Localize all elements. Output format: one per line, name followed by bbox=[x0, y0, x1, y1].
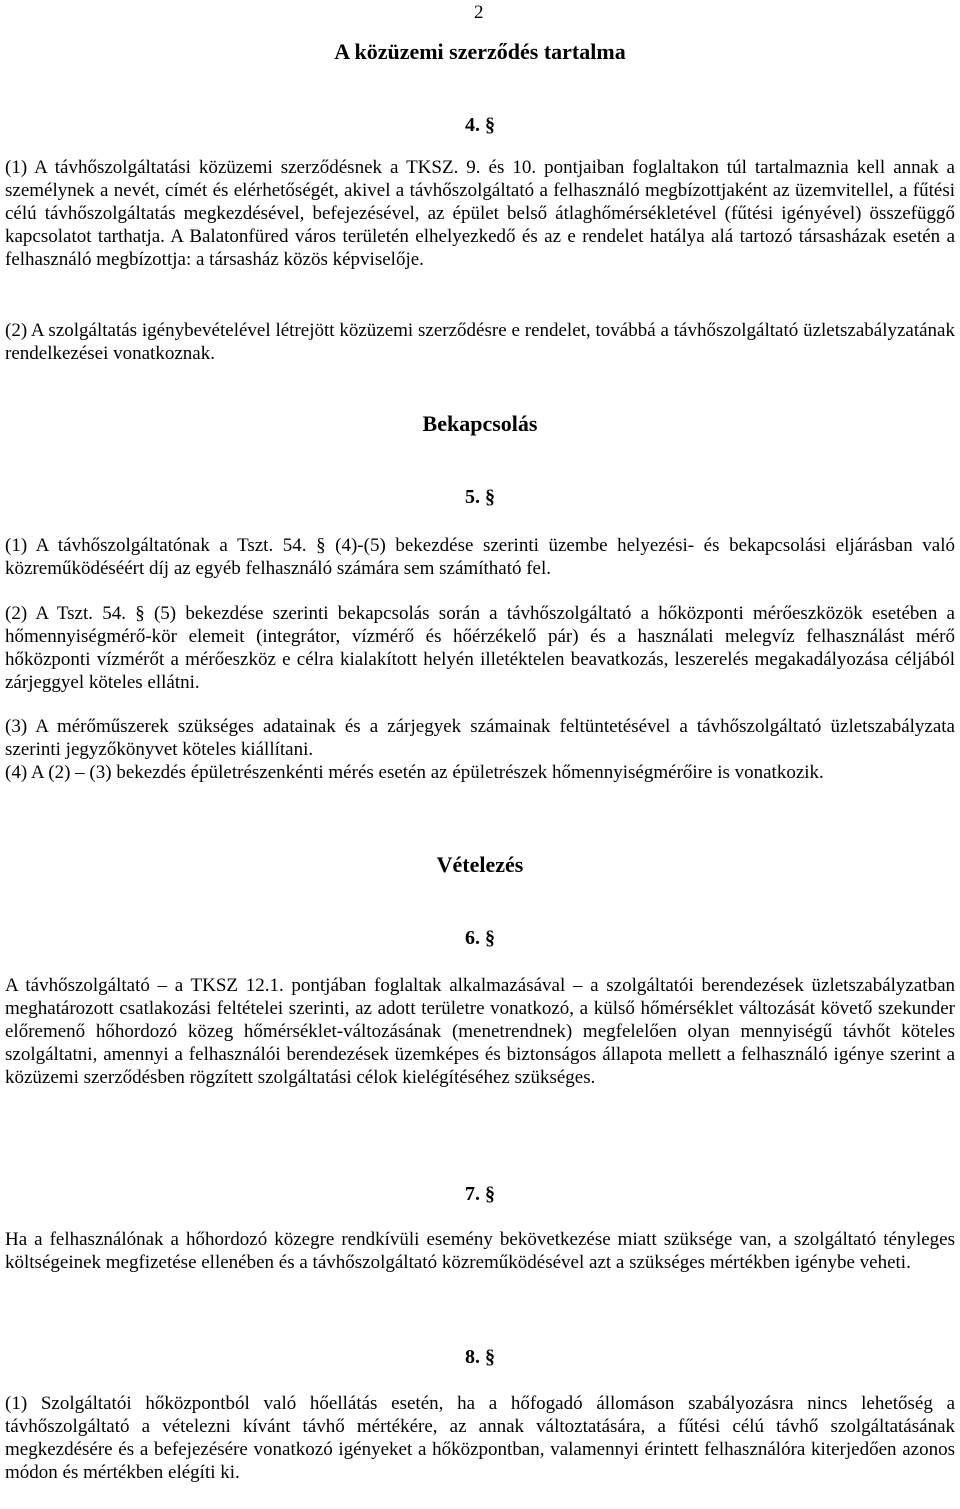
section-7-paragraph-1: Ha a felhasználónak a hőhordozó közegre rendkívüli esemény bekövetkezése miatt szüksége van, a szolgáltató tényleges költségeinek megfizetése ellenében és a távhőszolgáltató közreműködésével azt a szükséges mértékben igénybe veheti. bbox=[5, 1229, 955, 1273]
section-5-paragraph-2: (2) A Tszt. 54. § (5) bekezdése szerinti bekapcsolás során a távhőszolgáltató a hőközponti mérőeszközök esetében a hőmennyiségmérő-kör elemeit (integrátor, vízmérő és hőérzékelő pár) és a használati melegvíz felhasználást mérő hőközponti vízmérőt a mérőeszköz e célra kialakított helyén illetéktelen beavatkozás, leszerelés megakadályozása céljából zárjeggyel köteles ellátni. bbox=[5, 603, 955, 693]
section-5-paragraph-1: (1) A távhőszolgáltatónak a Tszt. 54. § (4)-(5) bekezdése szerinti üzembe helyezési- és bekapcsolási eljárásban való közreműködéséért díj az egyéb felhasználó számára sem számítható fel. bbox=[5, 535, 955, 579]
section-number-5: 5. § bbox=[465, 486, 495, 508]
document-title: A közüzemi szerződés tartalma bbox=[334, 39, 626, 64]
section-4-paragraph-1: (1) A távhőszolgáltatási közüzemi szerződésnek a TKSZ. 9. és 10. pontjaiban foglaltakon túl tartalmaznia kell annak a személynek a nevét, címét és elérhetőségét, akivel a távhőszolgáltató a felhasználó megbízottjaként az üzemvitellel, a fűtési célú távhőszolgáltatás megkezdésével, befejezésével, az épület belső átlaghőmérsékletével (fűtési igényével) összefüggő kapcsolatot tarthatja. A Balatonfüred város területén elhelyezkedő és az e rendelet hatálya alá tartozó társasházak esetén a felhasználó megbízottja: a társasház közös képviselője. bbox=[5, 157, 955, 270]
section-4-paragraph-2: (2) A szolgáltatás igénybevételével létrejött közüzemi szerződésre e rendelet, továbbá a távhőszolgáltató üzletszabályzatának rendelkezései vonatkoznak. bbox=[5, 320, 955, 364]
section-5-paragraph-3: (3) A mérőműszerek szükséges adatainak és a zárjegyek számainak feltüntetésével a távhőszolgáltató üzletszabályzata szerinti jegyzőkönyvet köteles kiállítani. bbox=[5, 716, 955, 760]
section-number-7: 7. § bbox=[465, 1183, 495, 1205]
section-number-6: 6. § bbox=[465, 927, 495, 949]
heading-vetelezes: Vételezés bbox=[436, 852, 524, 877]
section-8-paragraph-1: (1) Szolgáltatói hőközpontból való hőellátás esetén, ha a hőfogadó állomáson szabályozásra nincs lehetőség a távhőszolgáltató a vételezni kívánt távhő mértékére, az annak változtatására, a fűtési célú távhő szolgáltatásának megkezdésére és a befejezésére vonatkozó igényeket a hőközpontban, valamennyi érintett felhasználóra kiterjedően azonos módon és mértékben elégíti ki. bbox=[5, 1393, 955, 1483]
section-6-paragraph-1: A távhőszolgáltató – a TKSZ 12.1. pontjában foglaltak alkalmazásával – a szolgáltatói berendezések üzletszabályzatban meghatározott csatlakozási feltételei szerinti, az adott területre vonatkozó, a külső hőmérséklet változását követő szekunder előremenő hőhordozó közeg hőmérséklet-változásának (menetrendnek) megfelelően olyan mennyiségű távhőt köteles szolgáltatni, amennyi a felhasználói berendezések üzemképes és biztonságos állapota mellett a felhasználó igénye szerint a közüzemi szerződésben rögzített szolgáltatási célok kielégítéséhez szükséges. bbox=[5, 975, 955, 1088]
heading-bekapcsolas: Bekapcsolás bbox=[422, 411, 538, 436]
section-number-4: 4. § bbox=[465, 114, 495, 136]
page-number: 2 bbox=[474, 2, 484, 23]
section-5-paragraph-4: (4) A (2) – (3) bekezdés épületrészenkénti mérés esetén az épületrészek hőmennyiségmérőire is vonatkozik. bbox=[5, 762, 824, 783]
section-number-8: 8. § bbox=[465, 1346, 495, 1368]
